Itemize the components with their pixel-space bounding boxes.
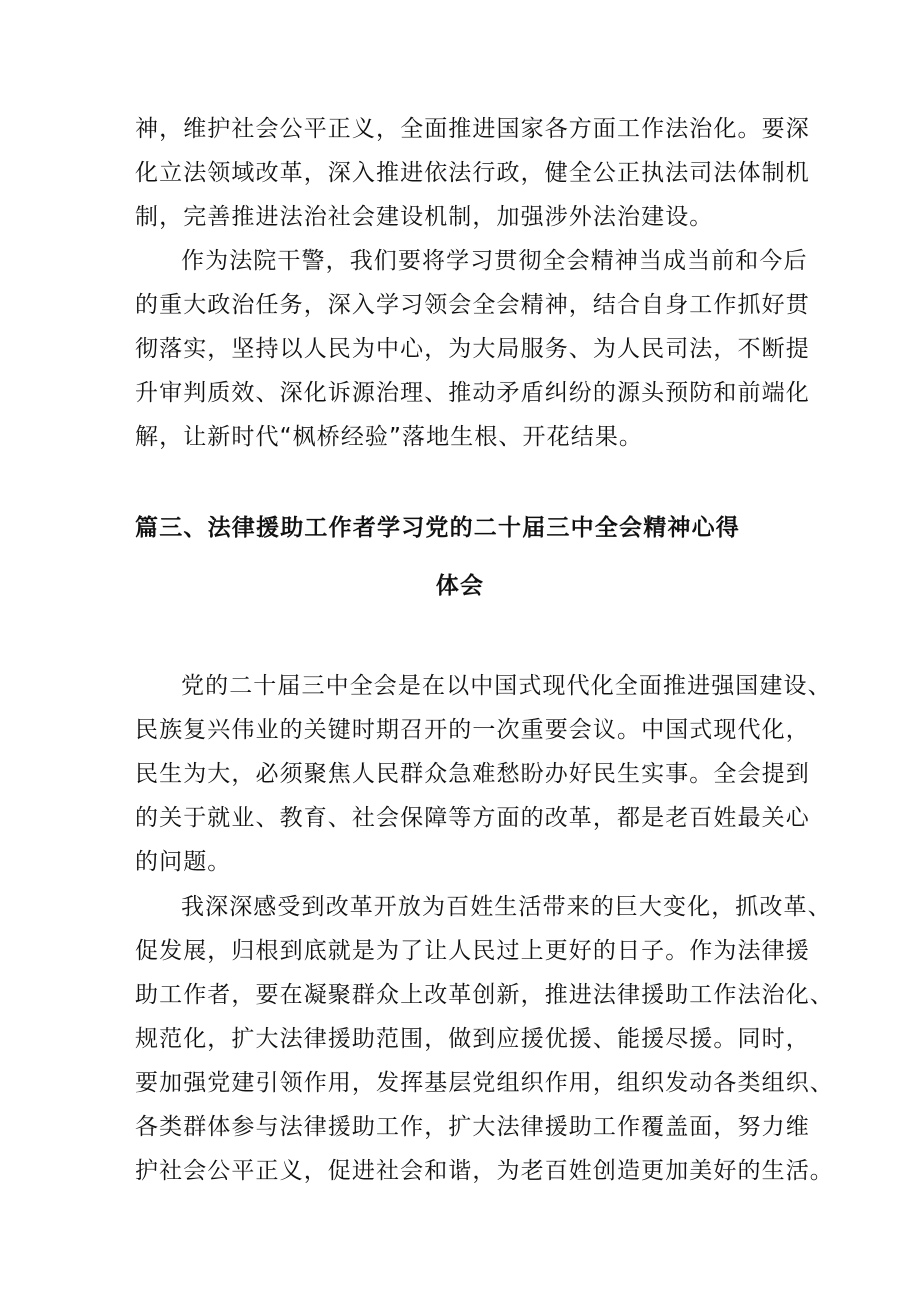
text-line: 升审判质效、深化诉源治理、推动矛盾纠纷的源头预防和前端化 bbox=[135, 380, 810, 406]
text-line: 化立法领域改革，深入推进依法行政，健全公正执法司法体制机 bbox=[135, 160, 810, 186]
text-line: 的关于就业、教育、社会保障等方面的改革，都是老百姓最关心 bbox=[135, 805, 810, 831]
text-line: 制，完善推进法治社会建设机制，加强涉外法治建设。 bbox=[135, 204, 714, 230]
text-line: 党的二十届三中全会是在以中国式现代化全面推进强国建设、 bbox=[181, 673, 832, 699]
text-line: 各类群体参与法律援助工作，扩大法律援助工作覆盖面，努力维 bbox=[135, 1114, 810, 1140]
section-heading-line-1: 篇三、法律援助工作者学习党的二十届三中全会精神心得 bbox=[135, 515, 740, 541]
section-heading-line-2: 体会 bbox=[435, 573, 485, 599]
text-line: 护社会公平正义，促进社会和谐，为老百姓创造更加美好的生活。 bbox=[135, 1158, 834, 1184]
text-line: 民生为大，必须聚焦人民群众急难愁盼办好民生实事。全会提到 bbox=[135, 761, 810, 787]
text-line: 的问题。 bbox=[135, 849, 232, 875]
text-line: 作为法院干警，我们要将学习贯彻全会精神当成当前和今后 bbox=[181, 248, 808, 274]
text-line: 助工作者，要在凝聚群众上改革创新，推进法律援助工作法治化、 bbox=[135, 982, 834, 1008]
text-line: 的重大政治任务，深入学习领会全会精神，结合自身工作抓好贯 bbox=[135, 292, 810, 318]
text-line: 彻落实，坚持以人民为中心，为大局服务、为人民司法，不断提 bbox=[135, 336, 810, 362]
text-line: 我深深感受到改革开放为百姓生活带来的巨大变化，抓改革、 bbox=[181, 894, 832, 920]
text-line: 解，让新时代“枫桥经验”落地生根、开花结果。 bbox=[135, 424, 644, 450]
text-line: 神，维护社会公平正义，全面推进国家各方面工作法治化。要深 bbox=[135, 116, 810, 142]
text-line: 促发展，归根到底就是为了让人民过上更好的日子。作为法律援 bbox=[135, 938, 810, 964]
text-line: 民族复兴伟业的关键时期召开的一次重要会议。中国式现代化， bbox=[135, 717, 810, 743]
text-line: 规范化，扩大法律援助范围，做到应援优援、能援尽援。同时， bbox=[135, 1026, 810, 1052]
text-line: 要加强党建引领作用，发挥基层党组织作用，组织发动各类组织、 bbox=[135, 1070, 834, 1096]
